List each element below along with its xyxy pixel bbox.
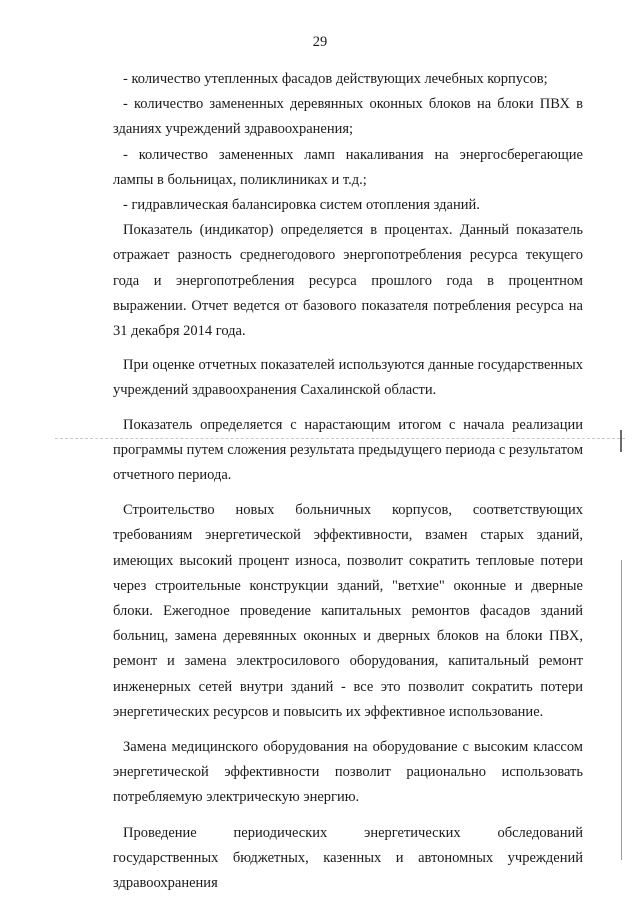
scan-edge-mark — [621, 560, 622, 860]
scan-edge-mark — [620, 430, 622, 452]
list-item-replaced-window-blocks: - количество замененных деревянных оконных блоков на блоки ПВХ в зданиях учреждений здравоохранения; — [113, 96, 583, 138]
scan-artifact-line — [55, 438, 625, 439]
list-item-hydraulic-balancing: - гидравлическая балансировка систем отопления зданий. — [123, 197, 480, 214]
paragraph-medical-equipment: Замена медицинского оборудования на оборудование с высоким классом энергетической эффективности позволит рационально использовать потребляемую электрическую энергию. — [113, 739, 583, 806]
paragraph-indicator-definition: Показатель (индикатор) определяется в процентах. Данный показатель отражает разность среднегодового энергопотребления ресурса текущего года и энергопотребления ресурса прошлого года в процентном выражении. Отчет ведется от базового показателя потребления ресурса на 31 декабря 2014 года. — [113, 222, 583, 340]
list-item-insulated-facades: - количество утепленных фасадов действующих лечебных корпусов; — [123, 71, 548, 87]
document-body — [113, 67, 583, 896]
paragraph-reporting-data: При оценке отчетных показателей используются данные государственных учреждений здравоохранения Сахалинской области. — [113, 357, 583, 399]
page-number: 29 — [312, 34, 328, 50]
paragraph-energy-audits: Проведение периодических энергетических обследований государственных бюджетных, казенных и автономных учреждений здравоохранения — [113, 824, 583, 892]
list-item-replaced-lamps: - количество замененных ламп накаливания на энергосберегающие лампы в больницах, поликлиниках и т.д.; — [113, 146, 583, 188]
paragraph-cumulative-total: Показатель определяется с нарастающим итогом с начала реализации программы путем сложения результата предыдущего периода с результатом отчетного периода. — [113, 416, 583, 484]
paragraph-construction-and-repairs: Строительство новых больничных корпусов, соответствующих требованиям энергетической эффективности, взамен старых зданий, имеющих высокий процент износа, позволит сократить тепловые потери через строительные конструкции зданий, "ветхие" оконные и дверные блоки. Ежегодное проведение капитальных ремонтов фасадов зданий больниц, замена деревянных оконных и дверных блоков на блоки ПВХ, ремонт и замена электросилового оборудования, капитальный ремонт инженерных сетей внутри зданий - все это позволит сократить потери энергетических ресурсов и повысить их эффективное использование. — [113, 502, 583, 720]
